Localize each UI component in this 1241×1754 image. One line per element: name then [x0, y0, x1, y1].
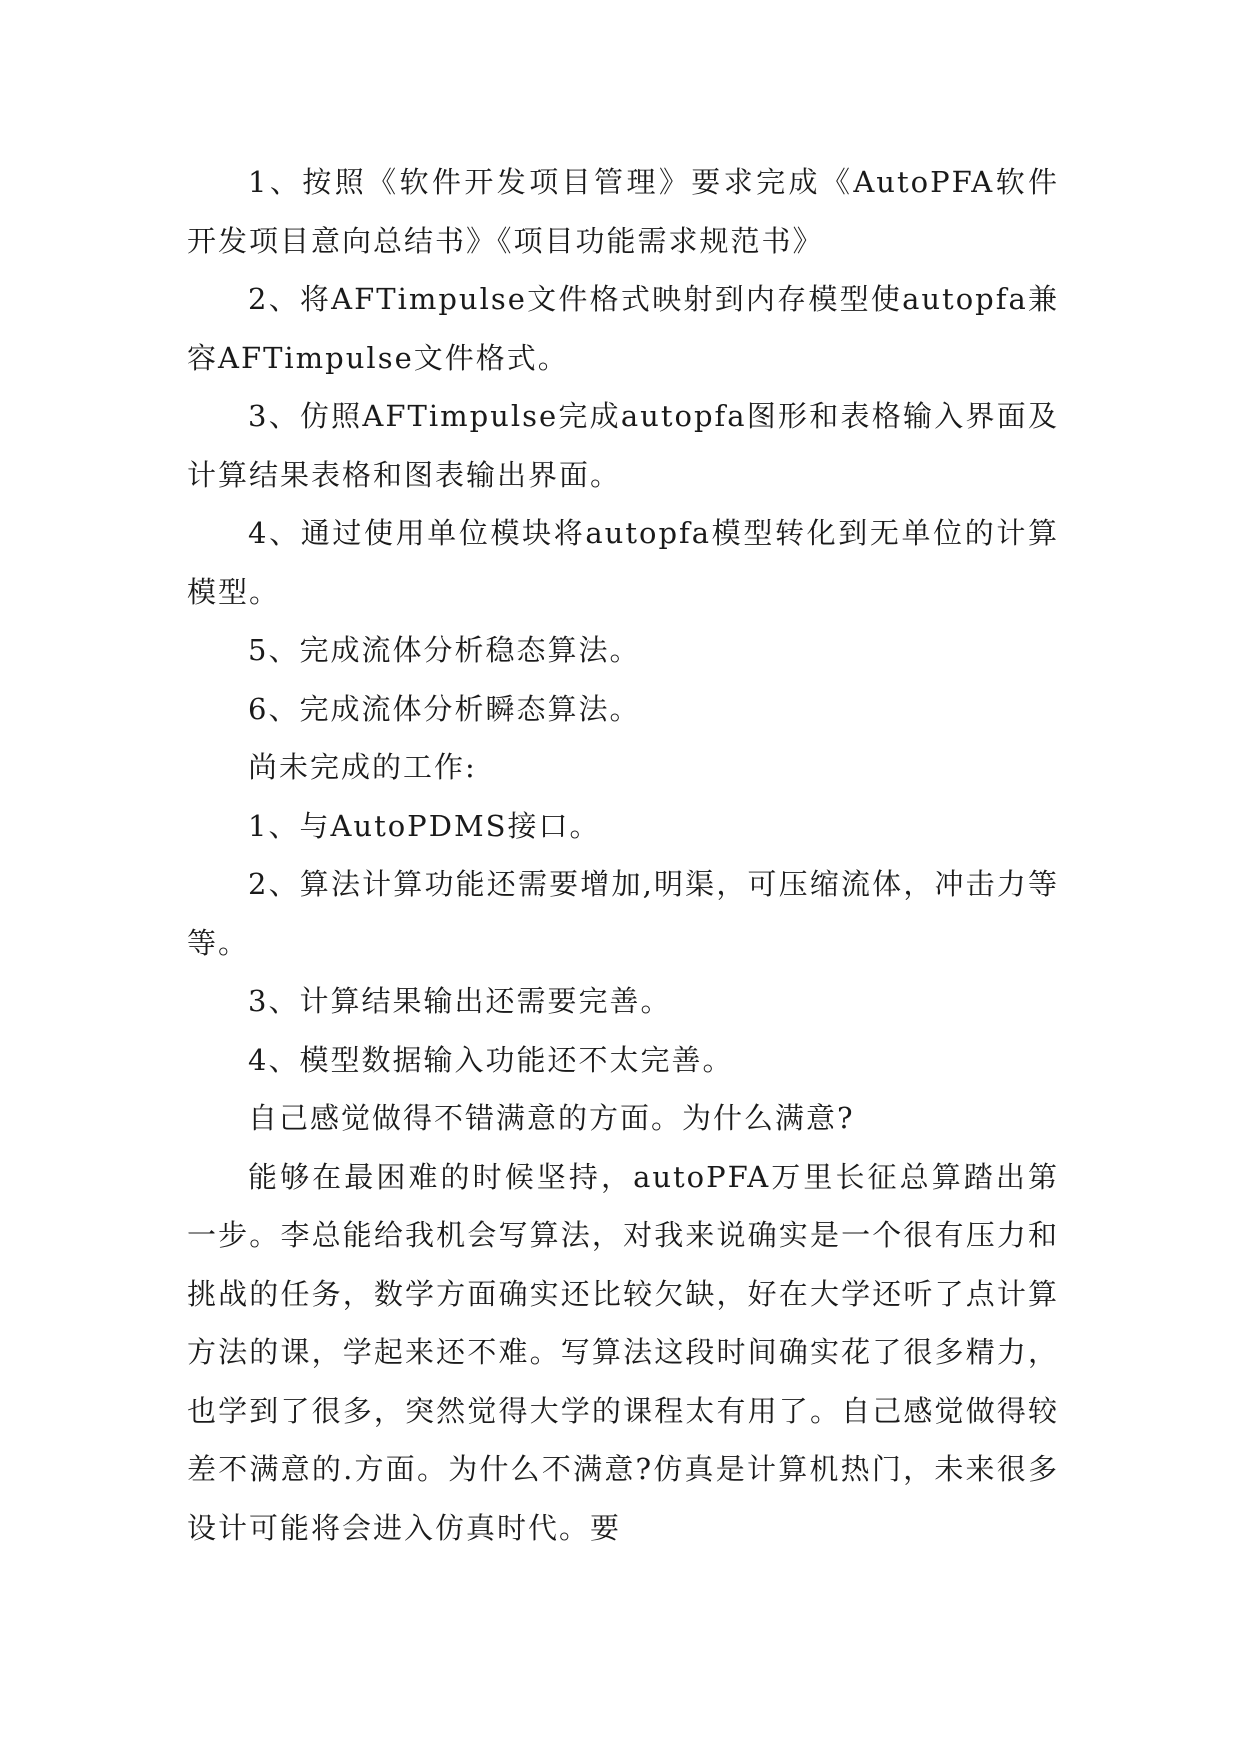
section-heading-unfinished: 尚未完成的工作: — [248, 750, 477, 784]
paragraph-unfinished-4: 4、模型数据输入功能还不太完善。 — [248, 1042, 734, 1077]
paragraph-unfinished-3: 3、计算结果输出还需要完善。 — [248, 984, 672, 1018]
document-body — [187, 153, 1059, 1557]
paragraph-unfinished-1: 1、与AutoPDMS接口。 — [248, 808, 601, 843]
paragraph-completed-4: 4、通过使用单位模块将autopfa模型转化到无单位的计算模型。 — [187, 516, 1059, 609]
paragraph-completed-6: 6、完成流体分析瞬态算法。 — [248, 691, 641, 726]
section-heading-satisfied: 自己感觉做得不错满意的方面。为什么满意? — [248, 1101, 855, 1135]
paragraph-completed-1: 1、按照《软件开发项目管理》要求完成《AutoPFA软件开发项目意向总结书》《项目功能需求规范书》 — [187, 165, 1059, 258]
paragraph-completed-2: 2、将AFTimpulse文件格式映射到内存模型使autopfa兼容AFTimpulse文件格式。 — [187, 282, 1059, 375]
paragraph-completed-3: 3、仿照AFTimpulse完成autopfa图形和表格输入界面及计算结果表格和图表输出界面。 — [187, 399, 1059, 492]
paragraph-unfinished-2: 2、算法计算功能还需要增加,明渠，可压缩流体，冲击力等等。 — [187, 867, 1059, 960]
paragraph-reflection: 能够在最困难的时候坚持，autoPFA万里长征总算踏出第一步。李总能给我机会写算法，对我来说确实是一个很有压力和挑战的任务，数学方面确实还比较欠缺，好在大学还听了点计算方法的课，学起来还不难。写算法这段时间确实花了很多精力，也学到了很多，突然觉得大学的课程太有用了。自己感觉做得较差不满意的.方面。为什么不满意?仿真是计算机热门，未来很多设计可能将会进入仿真时代。要 — [187, 1159, 1059, 1545]
paragraph-completed-5: 5、完成流体分析稳态算法。 — [248, 633, 641, 667]
